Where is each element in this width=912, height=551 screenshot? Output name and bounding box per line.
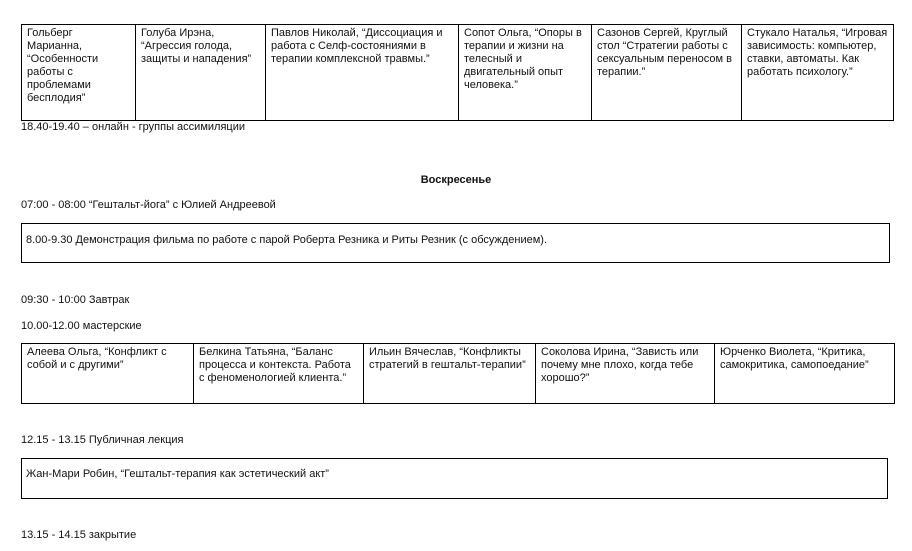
lecture-title: 12.15 - 13.15 Публичная лекция — [21, 434, 184, 446]
top-workshops-table — [21, 24, 894, 121]
lecture-text: Жан-Мари Робин, “Гештальт-терапия как эстетический акт” — [26, 468, 329, 480]
day-heading: Воскресенье — [420, 174, 492, 186]
table-cell: Сазонов Сергей, Круглый стол “Стратегии работы с сексуальным переносом в терапии.” — [592, 25, 742, 121]
film-box — [21, 223, 890, 263]
table-cell: Алеева Ольга, “Конфликт с собой и с другими” — [22, 344, 194, 404]
table-cell: Павлов Николай, “Диссоциация и работа с Селф-состояниями в терапии комплексной травмы.” — [266, 25, 459, 121]
table-cell: Стукало Наталья, “Игровая зависимость: компьютер, ставки, автоматы. Как работать психологу.” — [742, 25, 894, 121]
table-cell: Белкина Татьяна, “Баланс процесса и контекста. Работа с феноменологией клиента.” — [194, 344, 364, 404]
table-row — [22, 25, 894, 121]
table-cell: Соколова Ирина, “Зависть или почему мне плохо, когда тебе хорошо?” — [536, 344, 715, 404]
film-text: 8.00-9.30 Демонстрация фильма по работе с парой Роберта Резника и Риты Резник (с обсуждением). — [26, 234, 548, 246]
table-row — [22, 344, 895, 404]
table-cell: Гольберг Марианна, “Особенности работы с проблемами бесплодия” — [22, 25, 136, 121]
yoga-line: 07:00 - 08:00 “Гештальт-йога” с Юлией Андреевой — [21, 199, 276, 211]
table-cell: Юрченко Виолета, “Критика, самокритика, самопоедание” — [715, 344, 895, 404]
breakfast-line: 09:30 - 10:00 Завтрак — [21, 294, 130, 306]
assimilation-groups-line: 18.40-19.40 – онлайн - группы ассимиляции — [21, 121, 245, 133]
table-cell: Ильин Вячеслав, “Конфликты стратегий в гештальт-терапии” — [364, 344, 536, 404]
closing-line: 13.15 - 14.15 закрытие — [21, 529, 137, 541]
workshops-title: 10.00-12.00 мастерские — [21, 320, 142, 332]
sunday-workshops-table — [21, 343, 895, 404]
table-cell: Голуба Ирэна, “Агрессия голода, защиты и нападения” — [136, 25, 266, 121]
table-cell: Сопот Ольга, “Опоры в терапии и жизни на телесный и двигательный опыт человека.” — [459, 25, 592, 121]
lecture-box — [21, 458, 888, 499]
